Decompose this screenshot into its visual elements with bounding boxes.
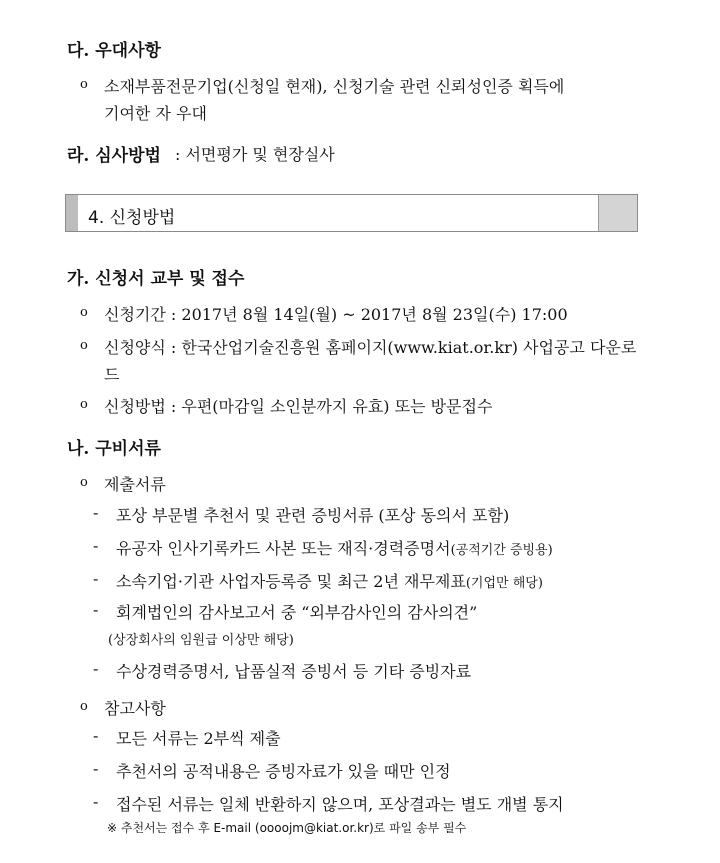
dash-icon: - xyxy=(93,726,99,745)
section-right-bar xyxy=(598,195,637,231)
bullet-icon: o xyxy=(80,305,88,320)
dash-icon: - xyxy=(93,759,99,778)
footnote: ※ 추천서는 접수 후 E-mail (oooojm@kiat.or.kr)로 파일 송부 필수 xyxy=(107,821,467,835)
submit-item-4: 회계법인의 감사보고서 중 “외부감사인의 감사의견” xyxy=(116,603,478,622)
bullet-icon: o xyxy=(80,475,88,490)
application-form: 신청양식 : 한국산업기술진흥원 홈페이지(www.kiat.or.kr) 사업공고 다운로 xyxy=(104,338,637,357)
review-method-text: : 서면평가 및 현장실사 xyxy=(175,145,335,164)
heading-review-method: 라. 심사방법 xyxy=(67,146,161,166)
application-form-cont: 드 xyxy=(104,365,120,384)
bullet-icon: o xyxy=(80,77,88,92)
section-left-bar xyxy=(66,195,78,231)
submit-item-2-main: 유공자 인사기록카드 사본 또는 재직·경력증명서 xyxy=(116,539,451,558)
bullet-icon: o xyxy=(80,699,88,714)
reference-title: 참고사항 xyxy=(104,699,166,718)
heading-required-documents: 나. 구비서류 xyxy=(67,439,161,459)
dash-icon: - xyxy=(93,792,99,811)
submit-item-2 xyxy=(116,536,553,559)
reference-item-1: 모든 서류는 2부씩 제출 xyxy=(116,729,281,748)
reference-item-3: 접수된 서류는 일체 반환하지 않으며, 포상결과는 별도 개별 통지 xyxy=(116,795,564,814)
submit-item-1: 포상 부문별 추천서 및 관련 증빙서류 (포상 동의서 포함) xyxy=(116,506,510,525)
application-method: 신청방법 : 우편(마감일 소인분까지 유효) 또는 방문접수 xyxy=(104,397,493,416)
reference-item-2: 추천서의 공적내용은 증빙자료가 있을 때만 인정 xyxy=(116,762,451,781)
dash-icon: - xyxy=(93,536,99,555)
dash-icon: - xyxy=(93,659,99,678)
bullet-icon: o xyxy=(80,397,88,412)
section-title: 4. 신청방법 xyxy=(88,208,176,228)
submit-item-5: 수상경력증명서, 납품실적 증빙서 등 기타 증빙자료 xyxy=(116,662,472,681)
submit-item-3 xyxy=(116,569,543,592)
heading-application-issue: 가. 신청서 교부 및 접수 xyxy=(67,269,245,289)
application-period: 신청기간 : 2017년 8월 14일(월) ~ 2017년 8월 23일(수) 17:00 xyxy=(104,305,568,324)
dash-icon: - xyxy=(93,600,99,619)
submit-docs-title: 제출서류 xyxy=(104,475,166,494)
preference-line-1: 소재부품전문기업(신청일 현재), 신청기술 관련 신뢰성인증 획득에 xyxy=(104,77,565,96)
bullet-icon: o xyxy=(80,338,88,353)
submit-item-2-note: (공적기간 증빙용) xyxy=(450,543,553,558)
section-header-box xyxy=(65,194,638,232)
submit-item-3-note: (기업만 해당) xyxy=(465,576,543,591)
audit-note: (상장회사의 임원급 이상만 해당) xyxy=(108,633,294,648)
preference-line-2: 기여한 자 우대 xyxy=(104,104,207,123)
submit-item-3-main: 소속기업·기관 사업자등록증 및 최근 2년 재무제표 xyxy=(116,572,466,591)
heading-preference: 다. 우대사항 xyxy=(67,41,161,61)
dash-icon: - xyxy=(93,569,99,588)
dash-icon: - xyxy=(93,503,99,522)
